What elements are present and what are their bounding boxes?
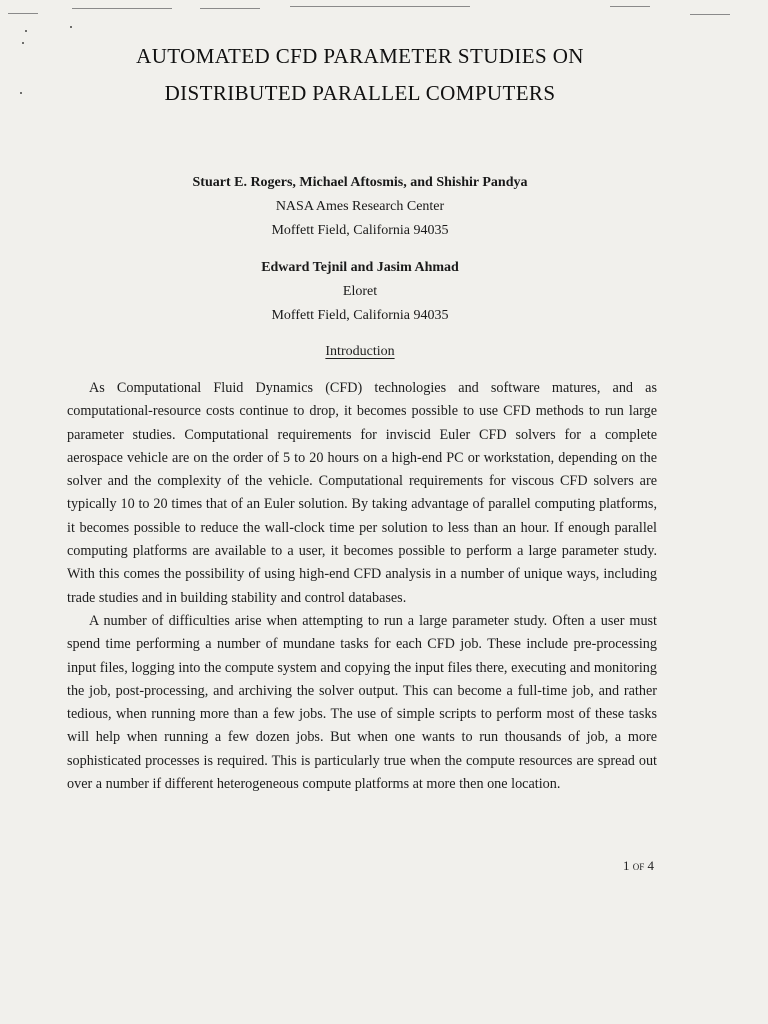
title-line-2: DISTRIBUTED PARALLEL COMPUTERS: [164, 81, 556, 105]
scan-speck: [20, 92, 22, 94]
author-group-2: [60, 256, 660, 328]
page-number: 1 of 4: [622, 858, 654, 873]
author-group-1: [60, 171, 660, 243]
author-affiliation: NASA Ames Research Center: [275, 199, 445, 214]
paper-title: [60, 38, 660, 112]
section-heading: Introduction: [325, 344, 395, 359]
scan-speck: [22, 42, 24, 44]
author-location: Moffett Field, California 94035: [271, 223, 449, 238]
author-affiliation: Eloret: [342, 284, 378, 299]
scan-artifact-line: [610, 6, 650, 7]
scan-artifact-line: [8, 13, 38, 14]
paragraph: As Computational Fluid Dynamics (CFD) technologies and software matures, and as computational-resource costs continue to drop, it becomes possible to use CFD methods to run large parameter studies. Computational requirements for inviscid Euler CFD solvers for a complete aerospace vehicle are on the order of 5 to 20 hours on a high-end PC or workstation, depending on the solver and the complexity of the vehicle. Computational requirements for viscous CFD solvers are typically 10 to 20 times that of an Euler solution. By taking advantage of parallel computing platforms, it becomes possible to reduce the wall-clock time per solution to less than an hour. If enough parallel computing platforms are available to a user, it becomes possible to perform a large parameter study. With this comes the possibility of using high-end CFD analysis in a number of unique ways, including trade studies and in building stability and control databases.: [67, 380, 657, 606]
title-line-1: AUTOMATED CFD PARAMETER STUDIES ON: [136, 44, 584, 68]
paragraph: A number of difficulties arise when attempting to run a large parameter study. Often a user must spend time performing a number of mundane tasks for each CFD job. These include pre-processing input files, logging into the compute system and copying the input files there, executing and monitoring the job, post-processing, and archiving the solver output. This can become a full-time job, and rather tedious, when running more than a few jobs. The use of simple scripts to perform most of these tasks will help when running a few dozen jobs. But when one wants to run thousands of job, a more sophisticated processes is required. This is particularly true when the compute resources are spread out over a number if different heterogeneous compute platforms at more then one location.: [67, 612, 657, 793]
author-names: Stuart E. Rogers, Michael Aftosmis, and Shishir Pandya: [192, 175, 528, 190]
scan-artifact-line: [72, 8, 172, 9]
scan-speck: [70, 26, 72, 28]
body-text: [67, 377, 657, 796]
scan-artifact-line: [290, 6, 470, 7]
author-location: Moffett Field, California 94035: [271, 308, 449, 323]
author-names: Edward Tejnil and Jasim Ahmad: [261, 260, 459, 275]
scan-speck: [25, 30, 27, 32]
scan-artifact-line: [690, 14, 730, 15]
scan-artifact-line: [200, 8, 260, 9]
